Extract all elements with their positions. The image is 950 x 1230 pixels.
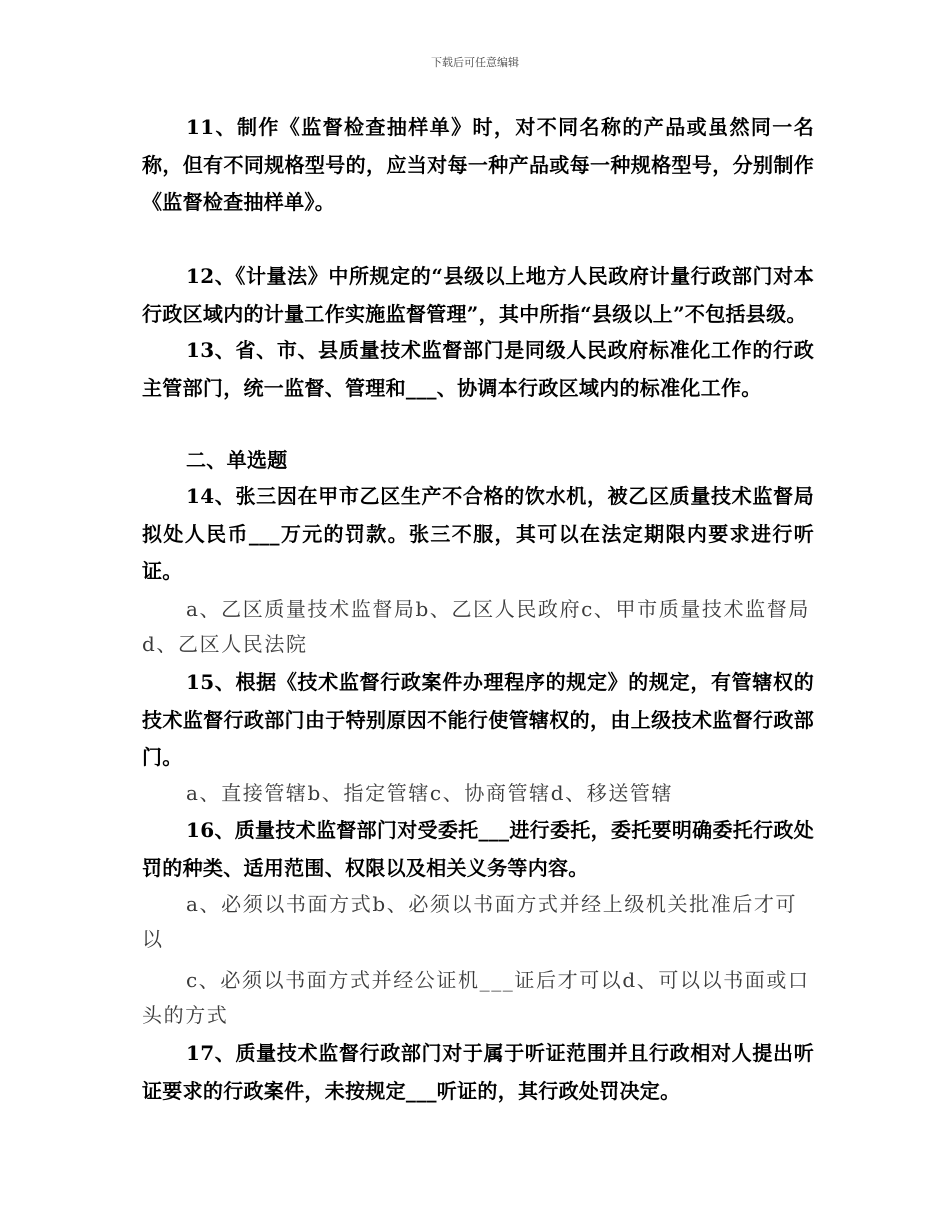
question-13: 13、省、市、县质量技术监督部门是同级人民政府标准化工作的行政主管部门，统一监督、管理和___、协调本行政区域内的标准化工作。 <box>142 338 814 400</box>
section-heading-single-choice: 二、单选题 <box>186 448 288 472</box>
question-12: 12、《计量法》中所规定的“县级以上地方人民政府计量行政部门对本行政区域内的计量工作实施监督管理”，其中所指“县级以上”不包括县级。 <box>142 264 814 326</box>
question-16-options-ab: a、必须以书面方式b、必须以书面方式并经上级机关批准后才可以 <box>142 892 798 951</box>
question-14: 14、张三因在甲市乙区生产不合格的饮水机，被乙区质量技术监督局拟处人民币___万元的罚款。张三不服，其可以在法定期限内要求进行听证。 <box>142 484 814 583</box>
question-15-options: a、直接管辖b、指定管辖c、协商管辖d、移送管辖 <box>186 781 674 805</box>
question-16: 16、质量技术监督部门对受委托___进行委托，委托要明确委托行政处罚的种类、适用范围、权限以及相关义务等内容。 <box>142 818 814 880</box>
question-16-options-cd: c、必须以书面方式并经公证机___证后才可以d、可以以书面或口头的方式 <box>142 968 810 1027</box>
question-17: 17、质量技术监督行政部门对于属于听证范围并且行政相对人提出听证要求的行政案件，未按规定___听证的，其行政处罚决定。 <box>142 1041 814 1103</box>
question-15: 15、根据《技术监督行政案件办理程序的规定》的规定，有管辖权的技术监督行政部门由于特别原因不能行使管辖权的，由上级技术监督行政部门。 <box>142 670 814 769</box>
page-header: 下载后可任意编辑 <box>431 56 519 69</box>
question-14-options: a、乙区质量技术监督局b、乙区人民政府c、甲市质量技术监督局d、乙区人民法院 <box>142 597 810 656</box>
question-11: 11、制作《监督检查抽样单》时，对不同名称的产品或虽然同一名称，但有不同规格型号的，应当对每一种产品或每一种规格型号，分别制作《监督检查抽样单》。 <box>142 115 814 214</box>
